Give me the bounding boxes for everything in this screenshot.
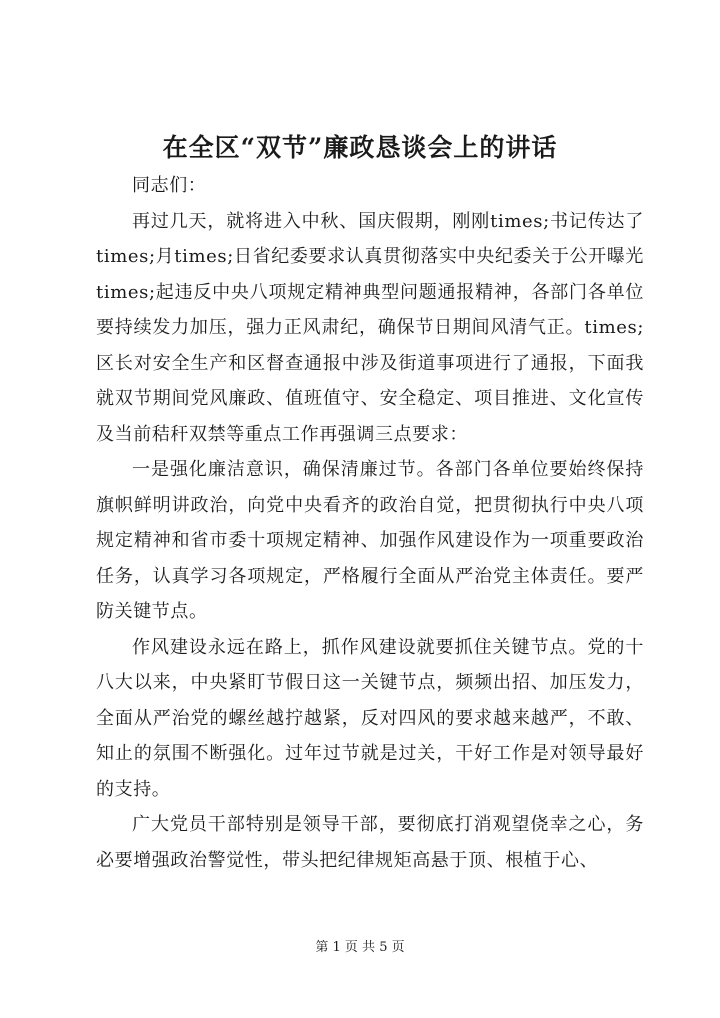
paragraph-1: 再过几天，就将进入中秋、国庆假期，刚刚times;书记传达了times;月times;日省纪委要求认真贯彻落实中央纪委关于公开曝光times;起违反中央八项规定精神典型问题通报精神，各部门各单位要持续发力加压，强力正风肃纪，确保节日期间风清气正。times;区长对安全生产和区督查通报中涉及街道事项进行了通报，下面我就双节期间党风廉政、值班值守、安全稳定、项目推进、文化宣传及当前秸秆双禁等重点工作再强调三点要求： (96, 210, 644, 445)
paragraph-3: 作风建设永远在路上，抓作风建设就要抓住关键节点。党的十八大以来，中央紧盯节假日这一关键节点，频频出招、加压发力，全面从严治党的螺丝越拧越紧，反对四风的要求越来越严，不敢、知止的氛围不断强化。过年过节就是过关，干好工作是对领导最好的支持。 (96, 636, 644, 800)
page-title: 在全区“双节”廉政恳谈会上的讲话 (162, 133, 558, 162)
greeting: 同志们： (132, 175, 207, 196)
paragraph-2: 一是强化廉洁意识，确保清廉过节。各部门各单位要始终保持旗帜鲜明讲政治，向党中央看齐的政治自觉，把贯彻执行中央八项规定精神和省市委十项规定精神、加强作风建设作为一项重要政治任务，认真学习各项规定，严格履行全面从严治党主体责任。要严防关键节点。 (96, 459, 644, 622)
paragraph-4: 广大党员干部特别是领导干部，要彻底打消观望侥幸之心，务必要增强政治警觉性，带头把纪律规矩高悬于顶、根植于心、 (96, 814, 644, 871)
document-body (96, 168, 644, 878)
page-number-footer: 第 1 页 共 5 页 (315, 940, 405, 955)
